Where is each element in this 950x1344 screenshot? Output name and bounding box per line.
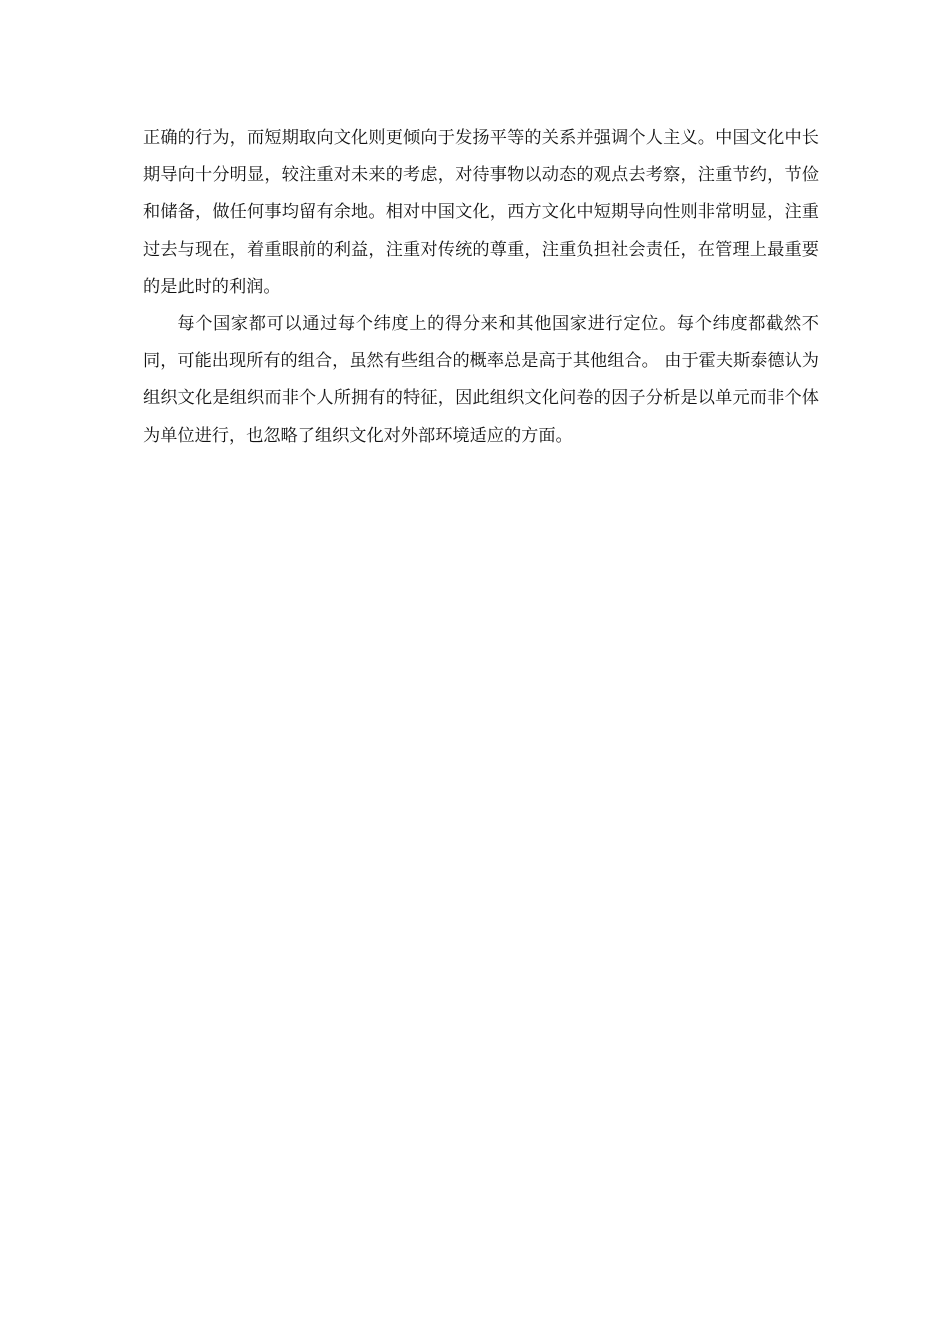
paragraph-country-dimensions: 每个国家都可以通过每个纬度上的得分来和其他国家进行定位。每个纬度都截然不同，可能出现所有的组合，虽然有些组合的概率总是高于其他组合。 由于霍夫斯泰德认为组织文化是组织而非个人所拥有的特征，因此组织文化问卷的因子分析是以单元而非个体为单位进行，也忽略了组织文化对外部环境适应的方面。	[143, 314, 819, 446]
paragraph-continuation: 正确的行为，而短期取向文化则更倾向于发扬平等的关系并强调个人主义。中国文化中长期导向十分明显，较注重对未来的考虑，对待事物以动态的观点去考察，注重节约，节俭和储备，做任何事均留有余地。相对中国文化，西方文化中短期导向性则非常明显，注重过去与现在，着重眼前的利益，注重对传统的尊重，注重负担社会责任，在管理上最重要的是此时的利润。	[143, 128, 819, 297]
body-text	[143, 120, 819, 455]
